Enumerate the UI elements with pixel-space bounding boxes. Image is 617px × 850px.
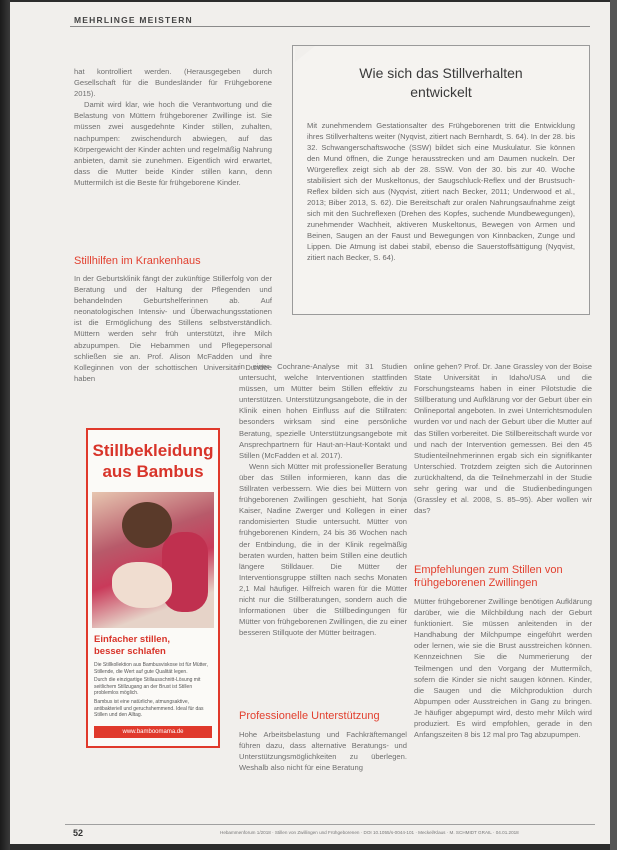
- page-number: 52: [73, 828, 84, 838]
- stillhilfen-paragraph: In der Geburtsklinik fängt der zukünftige Stillerfolg von der Beratung und der Haltung der Pflegenden und behandelnden Geburtshelferinnen ab. Auf neonatologischen Intensiv- und Überwachungsstationen ist die Ermöglichung des Stillens selbstverständlich. Müttern werden sehr früh unterstützt, ihre Milch abzupumpen. Die Hebammen und Pflegepersonal schließen sie an. Prof. Alison McFadden und ihre Kolleginnen von der schottischen Universität Dundee haben: [74, 274, 272, 383]
- middle-paragraph-3: Hohe Arbeitsbelastung und Fachkräftemangel führen dazu, dass alternative Beratungs- und Unterstützungsmöglichkeiten zu überlegen. Weshalb also nicht für eine Beratung: [239, 730, 407, 773]
- ad-slogan: [94, 634, 170, 658]
- footer-rule: [65, 824, 595, 825]
- middle-column-end: [239, 729, 407, 773]
- heading-empfehlungen-line1: Empfehlungen zum Stillen von: [414, 564, 563, 576]
- ad-slogan-line1: Einfacher stillen,: [94, 634, 171, 645]
- info-box-body: Mit zunehmendem Gestationsalter des Frühgeborenen tritt die Entwicklung ihres Stillverhaltens weiter (Nyqvist, zitiert nach Bernhardt, S. 64). In der 28. bis 32. Schwangerschaftswoche (SSW) bildet sich eine Muskulatur. Sie können den Mund öffnen, die Zunge herausstrecken und am Daumen nuckeln. Der Würgereflex zeigt sich ab der 28. SSW. Von der 30. bis zur 40. Woche stabilisiert sich der Muskeltonus, der Saugschluck-Reflex und der Brustsuch-Reflex bilden sich aus (Nyqvist, zitiert nach Becker, 2011; Underwood et al., 2013; Biber 2013, S. 62). Die Bereitschaft zur oralen Nahrungsaufnahme zeigt sich mit den Suchreflexen (Drehen des Kopfes, suchende Mundbewegungen), zunehmender Wachheit, aktiveren Muskeltonus, Bewegen von Armen und Beinen, Saugen an der Faust und Bewegungen von Kinnbacken, Zunge und Lippen. Die Atmung ist dabei stabil, ebenso die Sauerstoffsättigung (Nyqvist, zitiert nach Becker, S. 64).: [307, 121, 575, 262]
- ad-text-3: Bambus ist eine natürliche, atmungsaktive, antibakteriell und geruchshemmend. Ideal für das Stillen und den Alltag.: [94, 698, 204, 719]
- magazine-page: [10, 2, 610, 844]
- ad-description: [94, 662, 212, 721]
- header-rule: [70, 26, 590, 27]
- ad-title-line1: Stillbekleidung: [92, 441, 214, 460]
- page-gutter-shadow: [0, 0, 10, 850]
- ad-title: [88, 440, 218, 482]
- intro-paragraph-2: Damit wird klar, wie hoch die Verantwortung und die Belastung von Müttern frühgeborener Zwillinge ist. Sie müssen zwei ausgedehnte Kinder stillen, zuhalten, nachpumpen: zwischendurch abwiegen, auf das Körpergewicht der Kinder achten und regelmäßig Nahrung anbieten, damit sie zunehmen. Eigentlich wird erwartet, dass die Mutter beide Kinder stillen kann, denn Muttermilch ist die Beste für frühgeborene Kinder.: [74, 100, 272, 187]
- left-column-intro: [74, 66, 272, 188]
- info-box-title: [293, 64, 589, 102]
- ad-photo-mother-baby: [92, 492, 214, 628]
- heading-empfehlungen-line2: frühgeborenen Zwillingen: [414, 577, 538, 589]
- info-box-corner: [295, 46, 315, 62]
- info-box-title-line2: entwickelt: [410, 84, 472, 100]
- page-edge-shadow: [610, 0, 617, 850]
- heading-professionelle: Professionelle Unterstützung: [239, 710, 380, 722]
- section-header: MEHRLINGE MEISTERN: [74, 15, 193, 25]
- middle-column: [239, 361, 407, 638]
- heading-stillhilfen: Stillhilfen im Krankenhaus: [74, 255, 201, 267]
- right-column-end: [414, 596, 592, 740]
- right-column: [414, 361, 592, 516]
- heading-empfehlungen: [414, 564, 563, 590]
- ad-title-line2: aus Bambus: [102, 462, 204, 481]
- ad-text-2: Durch die einzigartige Stillausschnitt-Lösung mit seitlichem Stillzugang an der Brust ist Stillen problemlos möglich.: [94, 677, 201, 697]
- photo-shirt: [162, 532, 208, 612]
- info-box-title-line1: Wie sich das Stillverhalten: [359, 65, 523, 81]
- ad-slogan-line2: besser schlafen: [94, 646, 166, 657]
- ad-text-1: Die Stillkollektion aus Bambusviskose ist für Mütter, Stillende, die Wert auf gute Qualität legen.: [94, 662, 208, 675]
- bamboo-clothing-ad[interactable]: [86, 428, 220, 748]
- middle-paragraph-1: in einer Cochrane-Analyse mit 31 Studien untersucht, welche Interventionen stattfinden müssen, um Mütter beim Stillen effektiv zu unterstützen. Unterstützungsangebote, die in der Klinik einen hohen Einfluss auf die Stillraten: besonders wirksam sind eine persönliche Beratung, spezielle Unterstützungsangebote mit Ansprechpartnern für Haut-an-Haut-Kontakt und Stillen (McFadden et al. 2017).: [239, 362, 407, 460]
- right-paragraph-2: Mütter frühgeborener Zwillinge benötigen Aufklärung darüber, wie die Milchbildung nach der Geburt funktioniert. Sie müssen anleitenden in der Handhabung der Milchpumpe eingeführt werden oder lernen, wie sie die Brust ausstreichen können. Kennzeichnen Sie die Nummerierung der Teilmengen und den Vorgang der Muttermilch, sofern die Kinder sie nicht saugen können. Kinder, die Saugen und die Milchproduktion durch Abpumpen oder Ausstreichen in Gang zu bringen. Je häufiger abgepumpt wird, desto mehr Milch wird produziert. Es wird empfohlen, gerade in den Anfangszeiten 8 bis 12 mal pro Tag abzupumpen.: [414, 597, 592, 740]
- ad-url-link[interactable]: www.bamboomama.de: [94, 726, 212, 738]
- right-paragraph-1: online gehen? Prof. Dr. Jane Grassley von der Boise State Universität in Idaho/USA und die Forschungsteams haben in einer Pilotstudie die Stillberatung und Aufklärung vor der Geburt über ein Onlineportal angeboten. In zwei Unterrichtsmodulen wurden vor und nach der Geburt über die Mutter auf das Stillen vorbereitet. Die Stillbereitschaft wurde vor und nach der Intervention gemessen. Bei den 45 Studienteilnehmerinnen ergab sich ein signifikanter Unterschied. Trotzdem zeigten sich die Autorinnen zurückhaltend, da die Teilnehmerzahl in der Studie sehr gering war und die Studienbedingungen (Grassley et al. 2008, S. 85–95). Aber wollen wir das?: [414, 362, 592, 516]
- photo-baby: [112, 562, 172, 608]
- footer-citation: Hebammenforum 1/2018 · Stillen von Zwillingen und Frühgeborenen · DOI 10.1055/s-0044-101 · Meckel/Klaus · M. SCHMIDT GRAIL · 04.01.2018: [220, 830, 519, 835]
- middle-paragraph-2: Wenn sich Mütter mit professioneller Beratung über das Stillen informieren, kann das die Stillraten verbessern. Wie dies bei Müttern von frühgeborenen Zwillingen geschieht, hat Sonja Kaiser, Nadine Zwerger und Kollegen in einer randomisierten Studie untersucht. Mütter von frühgeborenen Kindern, 24 bis 36 Wochen nach der Entbindung, die in der Klinik regelmäßig beraten wurden, hatten beim Stillen eine deutlich längere Stilldauer. Die Mütter der Interventionsgruppe stillten nach sechs Monaten 2,1 Mal häufiger. Hilfreich waren für die Mütter nicht nur die Stillberatungen, sondern auch die Informationen über die Stillbedingungen für Mütter von frühgeborenen Zwillingen, die zu einer besseren Stillquote der Mütter beitragen.: [239, 461, 407, 638]
- intro-paragraph-1: hat kontrolliert werden. (Herausgegeben durch Gesellschaft für die Bundesländer für Frühgeborene 2015).: [74, 67, 272, 99]
- info-box: [292, 45, 590, 315]
